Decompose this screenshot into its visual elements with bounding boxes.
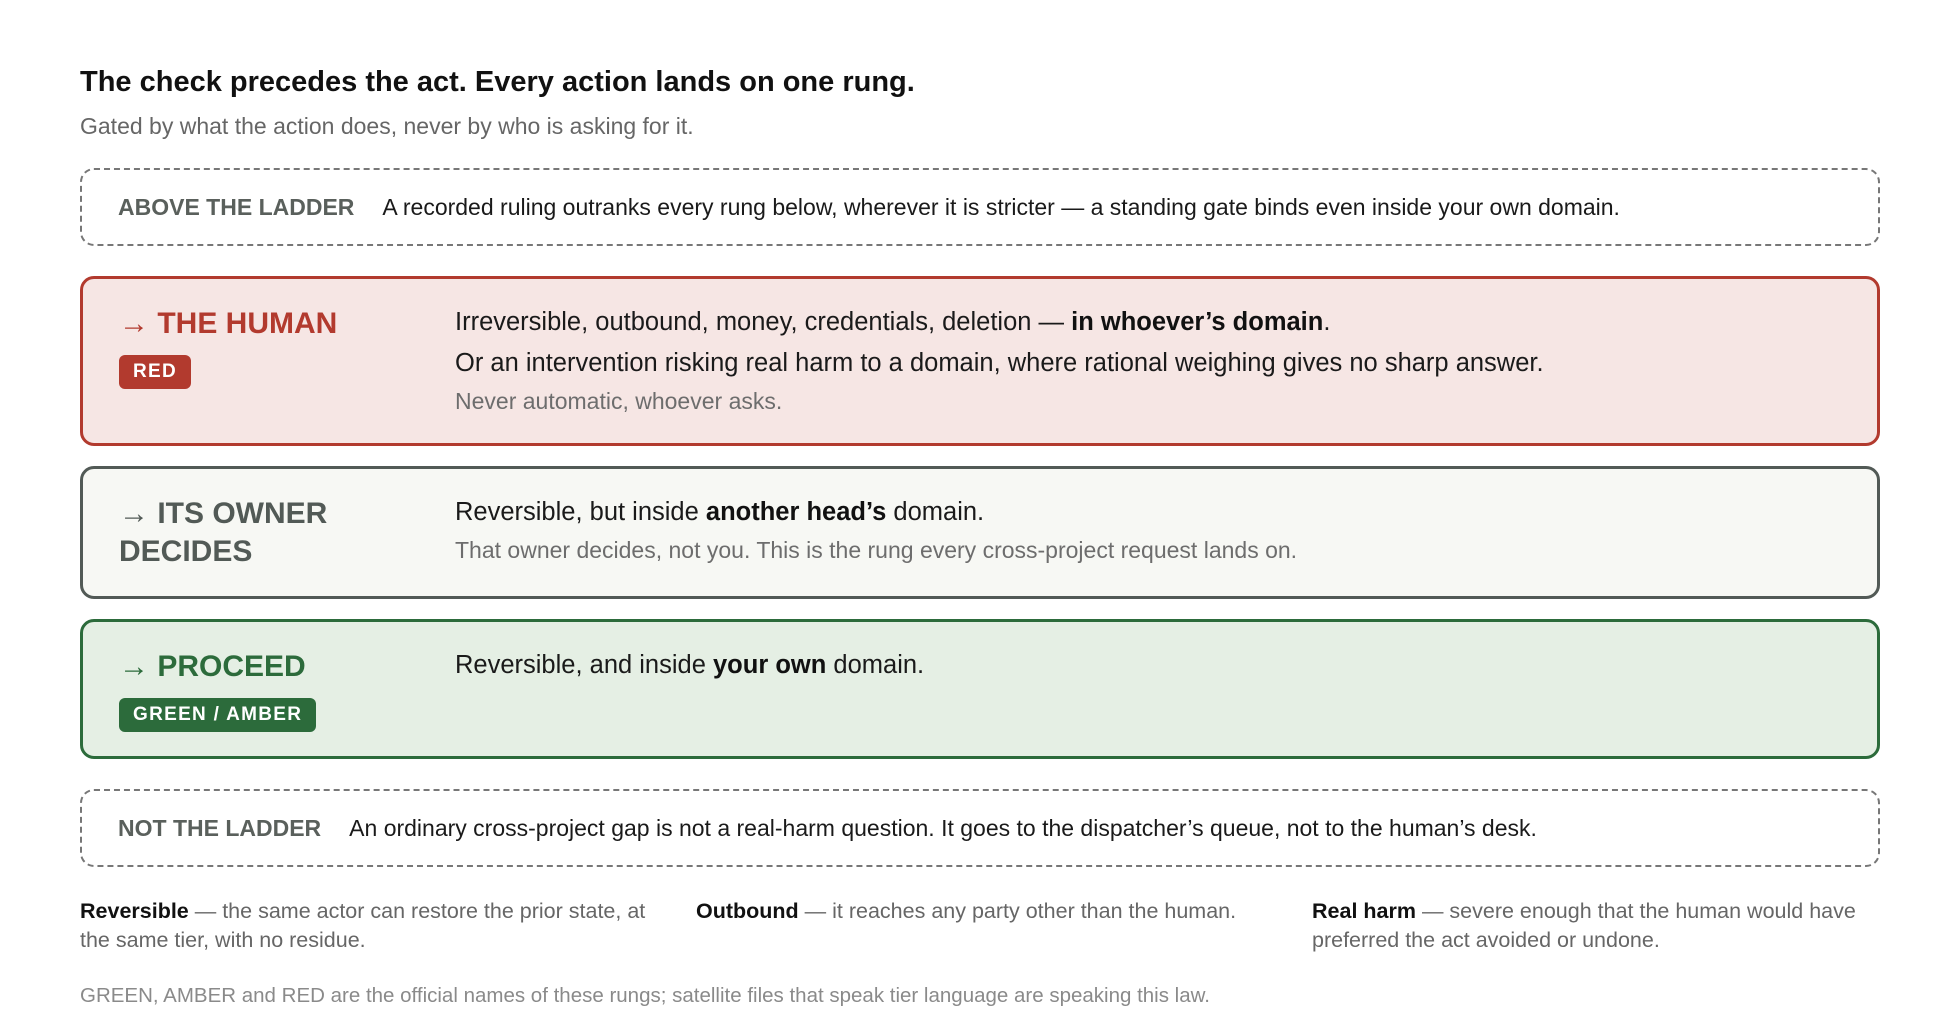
rung-the-human <box>80 276 1880 446</box>
above-the-ladder-tag: ABOVE THE LADDER <box>118 193 355 220</box>
definition-real-harm <box>1312 897 1880 955</box>
rung-the-human-description <box>455 305 1841 443</box>
rung-owner-heading-line-1: → ITS OWNER <box>119 497 328 530</box>
definition-term: Reversible <box>80 899 189 923</box>
rung-proceed-line-1 <box>455 648 1841 682</box>
definition-term: Outbound <box>696 899 799 923</box>
rung-proceed <box>80 619 1880 759</box>
definition-term: Real harm <box>1312 899 1416 923</box>
definition-reversible <box>80 897 696 955</box>
definition-text: — severe enough that the human would have preferred the act avoided or undone. <box>1312 899 1856 952</box>
emphasis-text: in whoever’s domain <box>1071 308 1324 336</box>
rung-the-human-label <box>119 305 455 443</box>
rung-proceed-heading: → PROCEED <box>119 650 306 683</box>
rung-the-human-line-1 <box>455 305 1841 339</box>
not-the-ladder-text: An ordinary cross-project gap is not a real-harm question. It goes to the dispatcher’s queue, not to the human’s desk. <box>349 814 1537 841</box>
definition-text: — the same actor can restore the prior state, at the same tier, with no residue. <box>80 899 646 952</box>
rung-proceed-description <box>455 648 1841 756</box>
ladder-diagram <box>80 64 1880 1009</box>
page-title: The check precedes the act. Every action lands on one rung. <box>80 66 915 98</box>
rung-proceed-label <box>119 648 455 756</box>
rung-owner-description <box>455 495 1841 596</box>
emphasis-text: your own <box>712 651 827 679</box>
rung-its-owner-decides <box>80 466 1880 599</box>
page-subtitle: Gated by what the action does, never by who is asking for it. <box>80 113 694 139</box>
text-segment: Reversible, and inside <box>455 651 713 679</box>
definition-outbound <box>696 897 1312 955</box>
text-segment: Irreversible, outbound, money, credentials, deletion — <box>455 308 1072 336</box>
green-amber-badge: GREEN / AMBER <box>119 698 316 732</box>
definition-text: — it reaches any party other than the human. <box>798 899 1237 923</box>
text-segment: domain. <box>886 498 985 526</box>
rung-the-human-line-2: Or an intervention risking real harm to a domain, where rational weighing gives no sharp answer. <box>455 349 1544 377</box>
rung-the-human-heading: → THE HUMAN <box>119 307 338 340</box>
above-the-ladder-box <box>80 168 1880 246</box>
rung-owner-heading-line-2: DECIDES <box>119 535 253 568</box>
emphasis-text: another head’s <box>705 498 887 526</box>
text-segment: Reversible, but inside <box>455 498 706 526</box>
text-segment: domain. <box>826 651 925 679</box>
above-the-ladder-text: A recorded ruling outranks every rung below, wherever it is stricter — a standing gate binds even inside your own domain. <box>382 193 1620 220</box>
not-the-ladder-tag: NOT THE LADDER <box>118 814 322 841</box>
definitions <box>80 897 1880 955</box>
not-the-ladder-box <box>80 789 1880 867</box>
rung-the-human-note: Never automatic, whoever asks. <box>455 388 783 414</box>
text-segment: . <box>1323 308 1331 336</box>
rung-owner-note: That owner decides, not you. This is the rung every cross-project request lands on. <box>455 537 1298 563</box>
red-badge: RED <box>119 355 191 389</box>
footnote: GREEN, AMBER and RED are the official names of these rungs; satellite files that speak tier language are speaking this law. <box>80 984 1210 1007</box>
rung-owner-line-1 <box>455 495 1841 529</box>
rung-owner-label <box>119 495 455 596</box>
